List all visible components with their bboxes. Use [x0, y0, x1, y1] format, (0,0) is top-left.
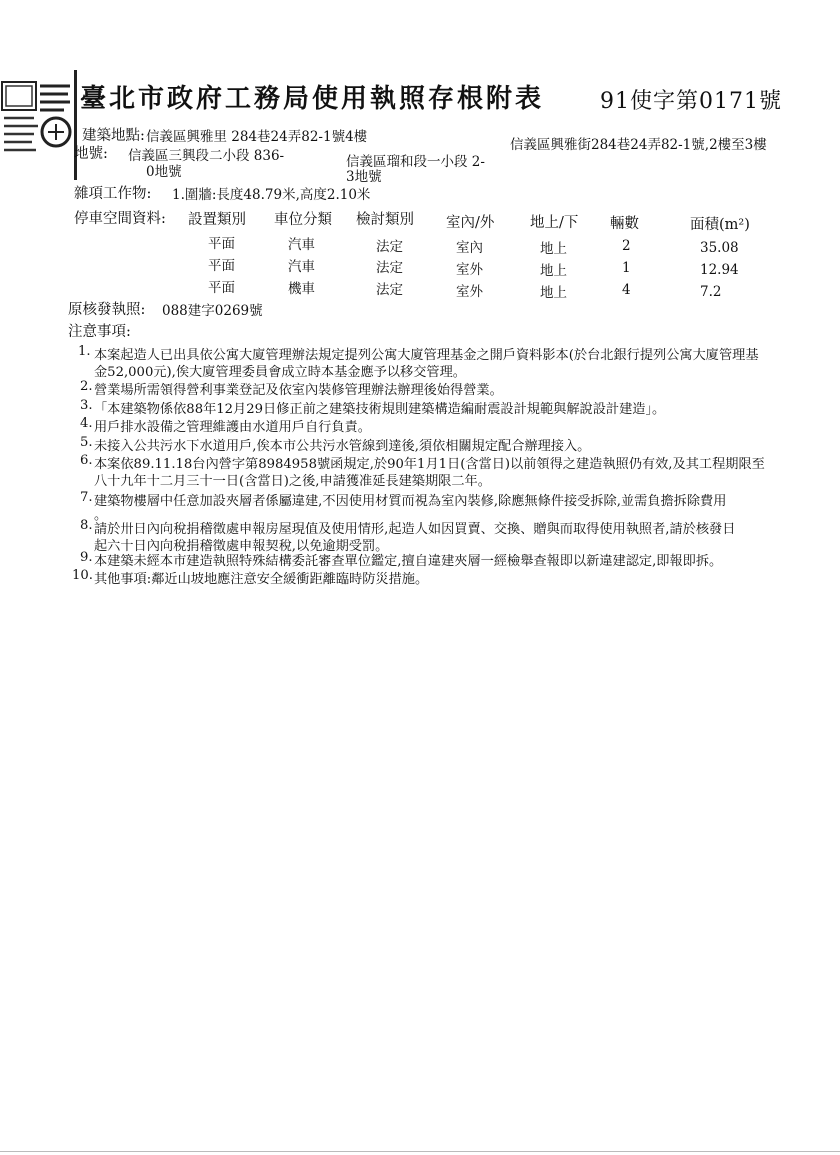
parking-cell: 平面 — [208, 280, 235, 296]
note-number: 5. — [80, 435, 93, 450]
parking-header-type: 設置類別 — [188, 212, 246, 228]
note-number: 7. — [80, 490, 93, 505]
parking-header-indoor-outdoor: 室內/外 — [446, 215, 495, 231]
misc-work-value: 1.圍牆:長度48.79米,高度2.10米 — [172, 187, 371, 203]
parking-cell: 法定 — [376, 239, 403, 255]
original-permit-value: 088建字0269號 — [162, 303, 263, 319]
parking-cell: 法定 — [376, 260, 403, 276]
note-number: 9. — [80, 550, 93, 565]
note-text: 八十九年十二月三十一日(含當日)之後,申請獲准延長建築期限二年。 — [94, 474, 491, 489]
parking-cell: 汽車 — [288, 259, 315, 275]
original-permit-label: 原核發執照: — [68, 302, 146, 318]
note-text: 「本建築物係依88年12月29日修正前之建築技術規則建築構造編耐震設計規範與解說設計建造」。 — [94, 402, 666, 417]
note-number: 10. — [72, 568, 93, 583]
misc-work-label: 雜項工作物: — [74, 186, 152, 202]
parking-cell: 7.2 — [700, 284, 722, 300]
parking-cell: 室內 — [456, 240, 483, 256]
parking-cell: 平面 — [208, 236, 235, 252]
address-label: 建築地點: — [82, 128, 145, 144]
page-bottom-edge — [0, 1151, 840, 1152]
parking-cell: 35.08 — [700, 240, 739, 256]
note-text: 本案依89.11.18台內營字第8984958號函規定,於90年1月1日(含當日)以前領得之建造執照仍有效,及其工程期限至 — [94, 457, 765, 472]
note-text: 請於卅日內向稅捐稽徵處申報房屋現值及使用情形,起造人如因買賣、交換、贈與而取得使用執照者,請於核發日 — [94, 522, 736, 537]
parking-cell: 汽車 — [288, 237, 315, 253]
land-value-line2: 0地號 — [146, 164, 182, 180]
land-label: 地號: — [74, 146, 108, 162]
parking-label: 停車空間資料: — [74, 211, 166, 227]
parking-cell: 機車 — [288, 281, 315, 297]
note-number: 2. — [80, 379, 93, 394]
note-number: 4. — [80, 416, 93, 431]
note-text: 用戶排水設備之管理維護由水道用戶自行負責。 — [94, 420, 371, 435]
note-number: 6. — [80, 453, 93, 468]
document-title: 臺北市政府工務局使用執照存根附表 — [80, 84, 545, 114]
parking-cell: 地上 — [540, 263, 567, 279]
permit-number: 91使字第0171號 — [600, 89, 782, 114]
land-value-line1: 信義區三興段二小段 836- — [128, 148, 285, 164]
note-text: 本案起造人已出具依公寓大廈管理辦法規定提列公寓大廈管理基金之開戶資料影本(於台北銀行提列公寓大廈管理基 — [94, 348, 759, 363]
parking-cell: 平面 — [208, 258, 235, 274]
parking-cell: 4 — [622, 282, 631, 298]
land-value2-line2: 3地號 — [346, 169, 382, 185]
parking-cell: 室外 — [456, 262, 483, 278]
note-text: 營業場所需領得營利事業登記及依室內裝修管理辦法辦理後始得營業。 — [94, 383, 503, 398]
parking-header-above-below: 地上/下 — [530, 215, 579, 231]
address-value: 信義區興雅里 284巷24弄82-1號4樓 — [146, 129, 368, 145]
land-value2-line1: 信義區瑠和段一小段 2- — [346, 154, 485, 170]
parking-header-review: 檢討類別 — [356, 212, 414, 228]
note-text: 起六十日內向稅捐稽徵處申報契稅,以免逾期受罰。 — [94, 539, 389, 554]
parking-header-count: 輛數 — [610, 216, 639, 232]
note-text: 未接入公共污水下水道用戶,俟本市公共污水管線到達後,須依相關規定配合辦理接入。 — [94, 439, 591, 454]
parking-cell: 12.94 — [700, 262, 739, 278]
note-text: 。 — [94, 508, 108, 523]
official-stamp-mark — [0, 80, 80, 160]
note-text: 本建築未經本市建造執照特殊結構委託審查單位鑑定,擅自違建夾層一經檢舉查報即以新違建認定,即報即拆。 — [94, 554, 723, 569]
parking-cell: 室外 — [456, 284, 483, 300]
note-text: 其他事項:鄰近山坡地應注意安全緩衝距離臨時防災措施。 — [94, 572, 429, 587]
note-number: 8. — [80, 518, 93, 533]
parking-header-vehicle: 車位分類 — [274, 212, 332, 228]
notes-label: 注意事項: — [68, 324, 131, 340]
parking-cell: 1 — [622, 260, 631, 276]
note-number: 3. — [80, 398, 93, 413]
parking-header-area: 面積(m²) — [690, 217, 750, 233]
parking-cell: 地上 — [540, 285, 567, 301]
note-text: 金52,000元),俟大廈管理委員會成立時本基金應予以移交管理。 — [94, 365, 466, 380]
address-right-value: 信義區興雅街284巷24弄82-1號,2樓至3樓 — [510, 137, 767, 153]
note-number: 1. — [78, 344, 91, 359]
parking-cell: 地上 — [540, 241, 567, 257]
parking-cell: 2 — [622, 238, 631, 254]
note-text: 建築物樓層中任意加設夾層者係屬違建,不因使用材質而視為室內裝修,除應無條件接受拆除,並需負擔拆除費用 — [94, 494, 727, 509]
parking-cell: 法定 — [376, 282, 403, 298]
